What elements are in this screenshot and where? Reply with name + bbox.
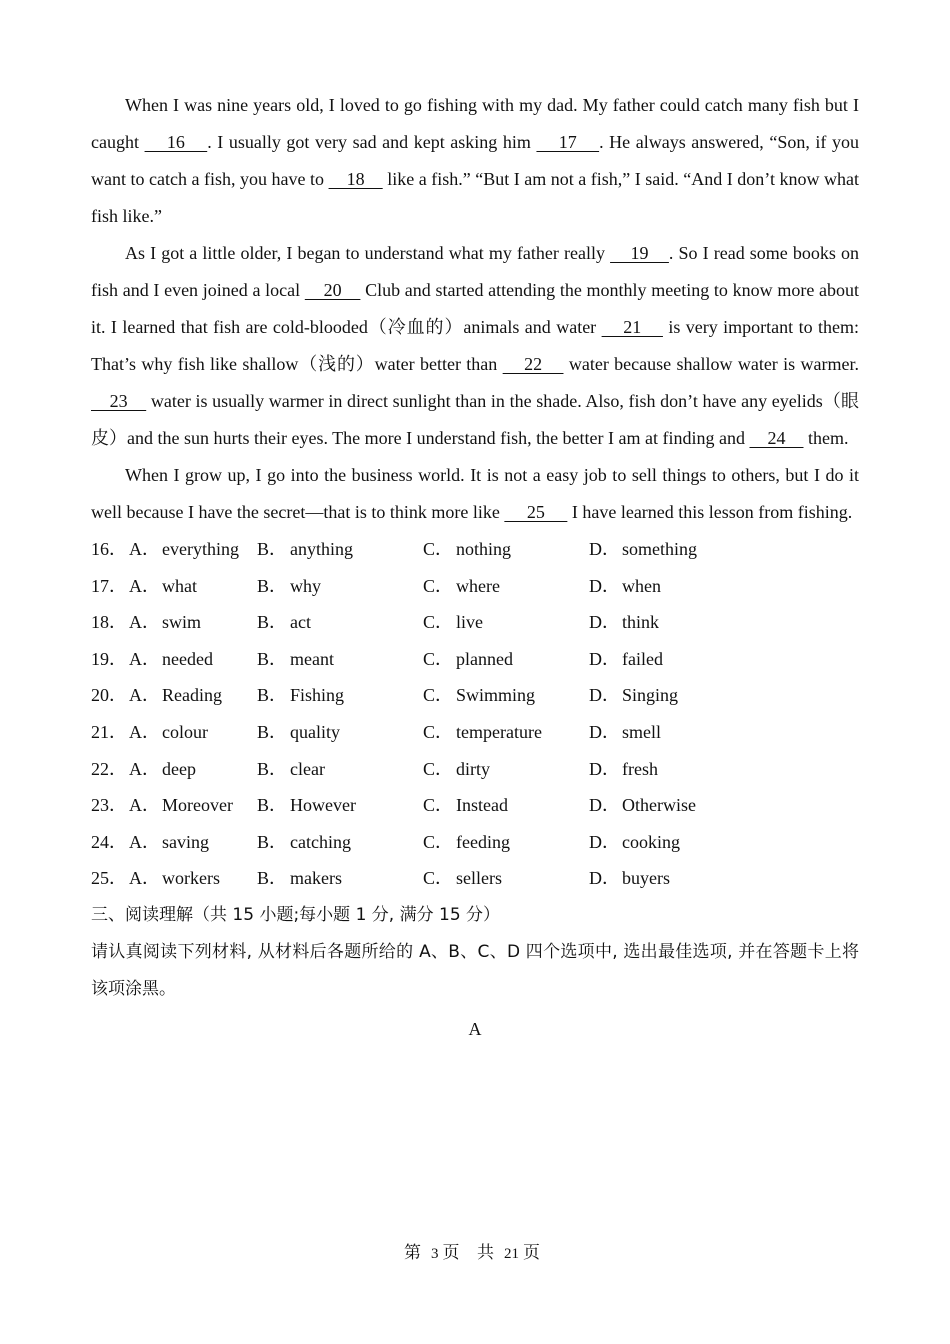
option-text: swim	[162, 612, 202, 633]
option-c	[423, 531, 589, 568]
option-text: catching	[290, 831, 351, 852]
option-c	[423, 824, 589, 861]
option-text: dirty	[456, 758, 490, 779]
blank-19: 19	[610, 243, 669, 263]
option-text: Moreover	[162, 795, 233, 816]
option-letter: B．	[257, 539, 288, 559]
question-number: 19．	[91, 648, 127, 669]
option-text: workers	[162, 868, 220, 889]
passage-text: . I usually got very sad and kept asking him	[207, 132, 537, 152]
option-d	[589, 604, 749, 641]
question-row	[91, 751, 859, 788]
blank-25: 25	[504, 502, 568, 522]
option-letter: A．	[129, 612, 160, 633]
passage-text: I have learned this lesson from fishing.	[567, 502, 853, 522]
blank-16: 16	[144, 132, 208, 152]
option-text: Instead	[456, 795, 508, 816]
question-row	[91, 604, 859, 641]
option-letter: A．	[129, 721, 160, 742]
option-letter: D．	[589, 831, 620, 852]
option-text: cooking	[622, 831, 680, 852]
option-letter: D．	[589, 868, 620, 889]
question-row	[91, 677, 859, 714]
option-b	[257, 714, 423, 751]
option-letter: C．	[423, 648, 454, 669]
option-letter: D．	[589, 685, 620, 706]
option-text: where	[456, 575, 500, 596]
page-number: 3	[431, 1246, 439, 1262]
option-d	[589, 860, 749, 897]
option-letter: D．	[589, 575, 620, 596]
part-label: A	[468, 1018, 482, 1039]
question-number: 23．	[91, 795, 127, 816]
question-number: 20．	[91, 685, 127, 706]
question-row	[91, 641, 859, 678]
option-text: think	[622, 612, 660, 633]
option-c	[423, 641, 589, 678]
option-a	[129, 568, 257, 605]
option-text: failed	[622, 648, 663, 669]
option-text: Otherwise	[622, 795, 696, 816]
option-text: buyers	[622, 868, 670, 889]
option-text: anything	[290, 539, 353, 559]
option-text: Reading	[162, 685, 222, 706]
question-number: 21．	[91, 721, 127, 742]
option-text: deep	[162, 758, 196, 779]
option-a	[129, 641, 257, 678]
passage-paragraph-3	[91, 457, 859, 531]
option-letter: D．	[589, 758, 620, 779]
option-a	[129, 531, 257, 568]
option-letter: C．	[423, 721, 454, 742]
passage-text: like a fish.” “But I am not a fish,” I said. “And I don’t know what fish like.”	[91, 169, 859, 226]
option-b	[257, 787, 423, 824]
passage-text: them.	[803, 428, 849, 448]
option-a	[129, 714, 257, 751]
option-letter: C．	[423, 868, 454, 889]
passage-text: Club and started attending the monthly meeting to know more about it. I learned that fish are cold-blooded（冷血的）animals and water	[91, 280, 859, 337]
passage-paragraph-2	[91, 235, 859, 457]
option-b	[257, 860, 423, 897]
option-c	[423, 677, 589, 714]
option-text: makers	[290, 868, 342, 889]
option-d	[589, 677, 749, 714]
option-d	[589, 568, 749, 605]
option-text: planned	[456, 648, 513, 669]
blank-17: 17	[536, 132, 600, 152]
passage-text: . He always answered, “Son, if you want to catch a fish, you have to	[91, 132, 860, 189]
option-d	[589, 751, 749, 788]
question-row	[91, 860, 859, 897]
question-number: 17．	[91, 575, 127, 596]
option-d	[589, 824, 749, 861]
option-c	[423, 568, 589, 605]
passage-text: When I grow up, I go into the business world. It is not a easy job to sell things to others, but I do it well because I have the secret—that is to think more like	[91, 465, 859, 522]
option-text: fresh	[622, 758, 658, 779]
section-title: 三、阅读理解（共 15 小题;每小题 1 分, 满分 15 分）	[91, 904, 501, 925]
option-text: However	[290, 795, 356, 816]
question-row	[91, 531, 859, 568]
passage-paragraph-1	[91, 87, 859, 235]
option-text: what	[162, 575, 197, 596]
option-letter: C．	[423, 685, 454, 706]
option-letter: A．	[129, 868, 160, 889]
option-a	[129, 787, 257, 824]
option-letter: C．	[423, 612, 454, 633]
passage-text: water is usually warmer in direct sunlight than in the shade. Also, fish don’t have any eyelids（眼皮）and the sun hurts their eyes. The more I understand fish, the better I am at finding and	[91, 391, 860, 448]
question-number: 16．	[91, 539, 127, 559]
option-letter: D．	[589, 539, 620, 559]
option-letter: B．	[257, 758, 288, 779]
question-row	[91, 787, 859, 824]
option-letter: C．	[423, 575, 454, 596]
section-instruction: 请认真阅读下列材料, 从材料后各题所给的 A、B、C、D 四个选项中, 选出最佳选项, 并在答题卡上将该项涂黑。	[91, 941, 859, 999]
option-letter: B．	[257, 575, 288, 596]
option-a	[129, 751, 257, 788]
option-c	[423, 751, 589, 788]
option-a	[129, 677, 257, 714]
option-letter: A．	[129, 758, 160, 779]
option-letter: B．	[257, 685, 288, 706]
blank-24: 24	[749, 428, 804, 448]
option-a	[129, 860, 257, 897]
option-b	[257, 824, 423, 861]
passage-text: When I was nine years old, I loved to go fishing with my dad. My father could catch many fish but I caught	[91, 95, 859, 152]
option-letter: B．	[257, 612, 288, 633]
option-text: clear	[290, 758, 325, 779]
option-text: something	[622, 539, 697, 559]
option-letter: B．	[257, 648, 288, 669]
question-number: 25．	[91, 868, 127, 889]
passage-text: water because shallow water is warmer.	[563, 354, 859, 374]
option-c	[423, 860, 589, 897]
option-b	[257, 604, 423, 641]
option-b	[257, 677, 423, 714]
page-footer	[0, 1238, 950, 1263]
option-letter: A．	[129, 575, 160, 596]
option-d	[589, 531, 749, 568]
option-b	[257, 531, 423, 568]
option-a	[129, 604, 257, 641]
option-d	[589, 714, 749, 751]
footer-text: 第	[404, 1243, 428, 1263]
option-b	[257, 568, 423, 605]
blank-23: 23	[91, 391, 147, 411]
total-pages: 21	[503, 1246, 519, 1262]
passage-text: As I got a little older, I began to understand what my father really	[125, 243, 611, 263]
option-text: meant	[290, 648, 334, 669]
question-row	[91, 824, 859, 861]
option-letter: A．	[129, 685, 160, 706]
option-letter: A．	[129, 648, 160, 669]
option-letter: C．	[423, 831, 454, 852]
option-letter: C．	[423, 758, 454, 779]
option-text: smell	[622, 721, 661, 742]
option-c	[423, 604, 589, 641]
question-number: 24．	[91, 831, 127, 852]
option-a	[129, 824, 257, 861]
option-d	[589, 787, 749, 824]
option-letter: A．	[129, 539, 160, 559]
option-text: why	[290, 575, 321, 596]
option-letter: B．	[257, 831, 288, 852]
footer-text: 页	[522, 1243, 546, 1263]
option-letter: B．	[257, 721, 288, 742]
option-text: nothing	[456, 539, 512, 559]
option-letter: D．	[589, 612, 620, 633]
option-text: needed	[162, 648, 213, 669]
option-text: everything	[162, 539, 239, 559]
option-letter: C．	[423, 539, 454, 559]
option-text: feeding	[456, 831, 510, 852]
passage-text: . So I read some books on fish and I even joined a local	[91, 243, 859, 300]
option-letter: B．	[257, 795, 288, 816]
passage-text: is very important to them: That’s why fish like shallow（浅的）water better than	[91, 317, 859, 374]
option-text: live	[456, 612, 483, 633]
option-text: temperature	[456, 721, 542, 742]
option-letter: D．	[589, 795, 620, 816]
option-text: Fishing	[290, 685, 345, 706]
question-row	[91, 568, 859, 605]
question-number: 22．	[91, 758, 127, 779]
option-text: Singing	[622, 685, 679, 706]
footer-text: 页 共	[442, 1243, 500, 1263]
option-b	[257, 751, 423, 788]
option-letter: D．	[589, 648, 620, 669]
option-letter: A．	[129, 831, 160, 852]
option-letter: C．	[423, 795, 454, 816]
question-options-list	[91, 531, 859, 897]
option-text: saving	[162, 831, 209, 852]
option-letter: B．	[257, 868, 288, 889]
blank-20: 20	[304, 280, 361, 300]
blank-22: 22	[502, 354, 564, 374]
option-text: sellers	[456, 868, 502, 889]
blank-21: 21	[601, 317, 663, 337]
option-text: Swimming	[456, 685, 536, 706]
blank-18: 18	[328, 169, 383, 189]
option-d	[589, 641, 749, 678]
question-number: 18．	[91, 612, 127, 633]
option-text: quality	[290, 721, 340, 742]
option-c	[423, 787, 589, 824]
question-row	[91, 714, 859, 751]
document-page	[91, 87, 859, 1047]
option-b	[257, 641, 423, 678]
option-letter: A．	[129, 795, 160, 816]
option-text: act	[290, 612, 311, 633]
option-c	[423, 714, 589, 751]
option-letter: D．	[589, 721, 620, 742]
option-text: colour	[162, 721, 208, 742]
option-text: when	[622, 575, 661, 596]
